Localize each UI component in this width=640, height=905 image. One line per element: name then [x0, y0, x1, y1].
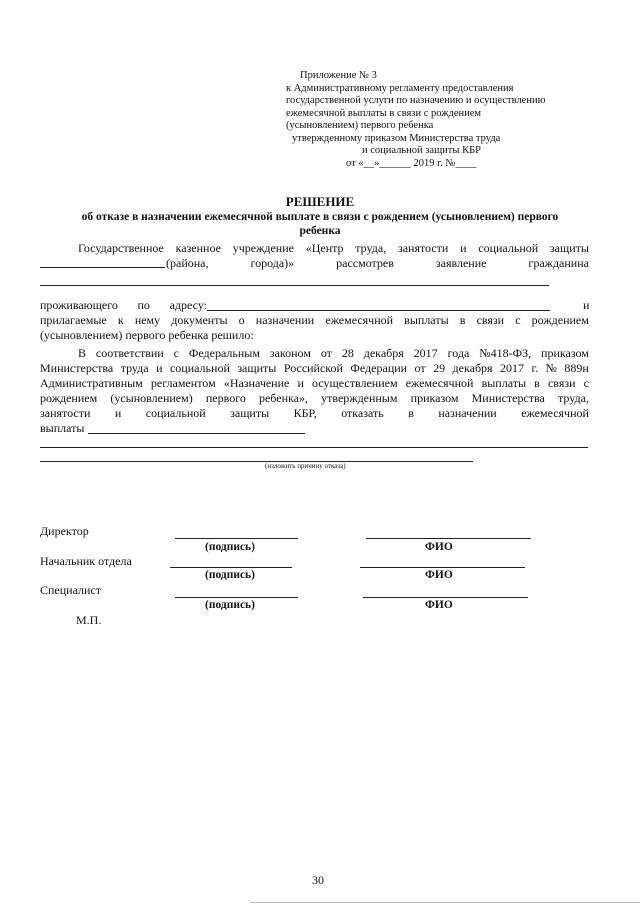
name-caption: ФИО: [425, 599, 453, 611]
name-line: [363, 597, 528, 598]
signature-caption: (подпись): [205, 599, 255, 611]
body-word: нему: [134, 313, 161, 327]
body-word: Министерства: [40, 361, 114, 375]
body-word: о: [238, 313, 245, 327]
body-word: казенное: [175, 241, 221, 255]
reason-caption: (изложить причину отказа): [265, 462, 346, 470]
body-word: адресу:: [169, 298, 207, 312]
body-word: заявление: [435, 256, 487, 270]
body-word: «Центр: [305, 241, 344, 255]
signature-caption: (подпись): [205, 569, 255, 581]
name-line: [366, 538, 531, 539]
director-label: Директор: [40, 524, 89, 538]
name-caption: ФИО: [425, 569, 453, 581]
body-word: социальной: [478, 241, 539, 255]
body-line: [166, 256, 589, 271]
body-word: №: [545, 361, 557, 375]
body-word: в: [408, 406, 414, 420]
body-word: труда,: [558, 391, 589, 405]
body-word: г.: [531, 361, 539, 375]
name-caption: ФИО: [425, 541, 453, 553]
body-line: [40, 313, 589, 328]
body-word: назначении: [438, 406, 497, 420]
body-word: рождением: [531, 313, 589, 327]
signature-line: [175, 538, 298, 539]
specialist-label: Специалист: [40, 583, 102, 597]
body-word: утвержденным: [321, 391, 398, 405]
document-subtitle: ребенка: [299, 225, 341, 237]
blank-line: [40, 447, 588, 448]
body-word: защиты: [549, 241, 589, 255]
blank-line: [40, 267, 165, 268]
body-word: занятости: [397, 241, 449, 255]
body-word: приказом: [410, 391, 459, 405]
body-word: Государственное: [78, 241, 164, 255]
appendix-line: Приложение № 3: [300, 70, 377, 81]
appendix-line: ежемесячной выплаты в связи с рождением: [286, 107, 482, 119]
body-word: выплаты: [481, 376, 527, 390]
body-word: «Назначение: [223, 376, 290, 390]
body-word: года: [447, 346, 470, 360]
body-word: рождением: [40, 391, 98, 405]
body-line: [40, 406, 589, 421]
seal-label: М.П.: [76, 613, 102, 627]
body-word: Российской: [283, 361, 343, 375]
body-word: Федерации: [350, 361, 408, 375]
signature-caption: (подпись): [205, 541, 255, 553]
body-line: [78, 346, 589, 361]
body-text: и: [583, 298, 590, 312]
body-word: с: [515, 313, 521, 327]
body-word: социальной: [145, 406, 206, 420]
body-word: декабря: [363, 346, 404, 360]
body-word: ежемесячной: [405, 376, 474, 390]
body-word: 28: [341, 346, 354, 360]
body-word: ежемесячной: [521, 406, 589, 420]
signature-line: [170, 567, 292, 568]
body-word: занятости: [40, 406, 91, 420]
body-word: назначении: [255, 313, 315, 327]
body-word: В: [78, 346, 87, 360]
page-edge-line: [250, 902, 640, 903]
body-word: (района,: [166, 256, 209, 270]
body-word: защиты: [237, 361, 277, 375]
body-word: осуществлением: [312, 376, 398, 390]
document-title: РЕШЕНИЕ: [285, 194, 355, 209]
body-word: и: [156, 361, 163, 375]
blank-line: [40, 461, 473, 462]
body-word: связи: [476, 313, 505, 327]
body-word: Министерства: [471, 391, 545, 405]
body-word: (усыновлением): [110, 391, 193, 405]
body-word: выплаты: [404, 313, 449, 327]
body-word: декабря: [452, 361, 493, 375]
appendix-line: утвержденному приказом Министерства труда: [292, 132, 501, 144]
appendix-line: (усыновлением) первого ребенка: [286, 120, 434, 131]
body-line: [40, 361, 589, 376]
body-word: законом: [269, 346, 311, 360]
body-word: от: [320, 346, 332, 360]
body-word: приказом: [541, 346, 589, 360]
body-word: по: [137, 298, 150, 312]
blank-line: [88, 433, 305, 434]
body-word: к: [117, 313, 124, 327]
body-line: [78, 241, 589, 256]
body-word: и: [460, 241, 467, 255]
body-word: Административным: [40, 376, 143, 390]
body-word: защиты: [230, 406, 270, 420]
blank-line: [40, 285, 549, 286]
body-word: КБР,: [293, 406, 317, 420]
page-number: 30: [312, 873, 324, 887]
body-word: с: [173, 346, 179, 360]
body-word: Федеральным: [188, 346, 260, 360]
body-word: с: [583, 376, 589, 390]
body-word: ежемесячной: [325, 313, 394, 327]
body-word: в: [534, 376, 540, 390]
name-line: [360, 567, 525, 568]
body-word: 2017: [500, 361, 525, 375]
appendix-line: государственной услуги по назначению и осуществлению: [286, 95, 546, 106]
body-word: труда: [120, 361, 149, 375]
body-word: города)»: [250, 256, 295, 270]
body-word: учреждение: [232, 241, 294, 255]
body-word: рассмотрев: [336, 256, 394, 270]
appendix-block: [286, 70, 545, 170]
body-word: первого: [205, 391, 246, 405]
body-text: выплаты: [40, 421, 85, 435]
body-word: соответствии: [95, 346, 164, 360]
blank-line: [207, 310, 550, 311]
body-line: [40, 298, 207, 313]
body-word: социальной: [169, 361, 230, 375]
body-word: и: [297, 376, 304, 390]
body-text: (усыновлением) первого ребенка решило:: [40, 328, 254, 342]
head-label: Начальник отдела: [40, 554, 132, 568]
body-word: 2017: [413, 346, 438, 360]
body-word: труда,: [355, 241, 387, 255]
body-word: 29: [433, 361, 446, 375]
body-word: и: [114, 406, 122, 420]
document-subtitle: об отказе в назначении ежемесячной выплате в связи с рождением (усыновлением) первого: [81, 211, 559, 223]
appendix-line: от «__»______ 2019 г. №____: [346, 157, 477, 169]
appendix-line: к Административному регламенту предоставления: [286, 82, 514, 94]
body-word: отказать: [341, 406, 384, 420]
body-word: документы: [171, 313, 228, 327]
body-word: ребенка»,: [258, 391, 308, 405]
body-line: [40, 391, 589, 406]
body-line: [40, 376, 589, 391]
body-word: регламентом: [150, 376, 216, 390]
body-word: проживающего: [40, 298, 118, 312]
signature-line: [175, 597, 298, 598]
body-word: №418-ФЗ,: [479, 346, 532, 360]
body-word: гражданина: [528, 256, 589, 270]
body-word: 889н: [564, 361, 589, 375]
body-word: связи: [547, 376, 576, 390]
body-word: прилагаемые: [40, 313, 107, 327]
appendix-line: и социальной защиты КБР: [362, 145, 481, 156]
body-word: в: [459, 313, 466, 327]
body-word: от: [414, 361, 426, 375]
